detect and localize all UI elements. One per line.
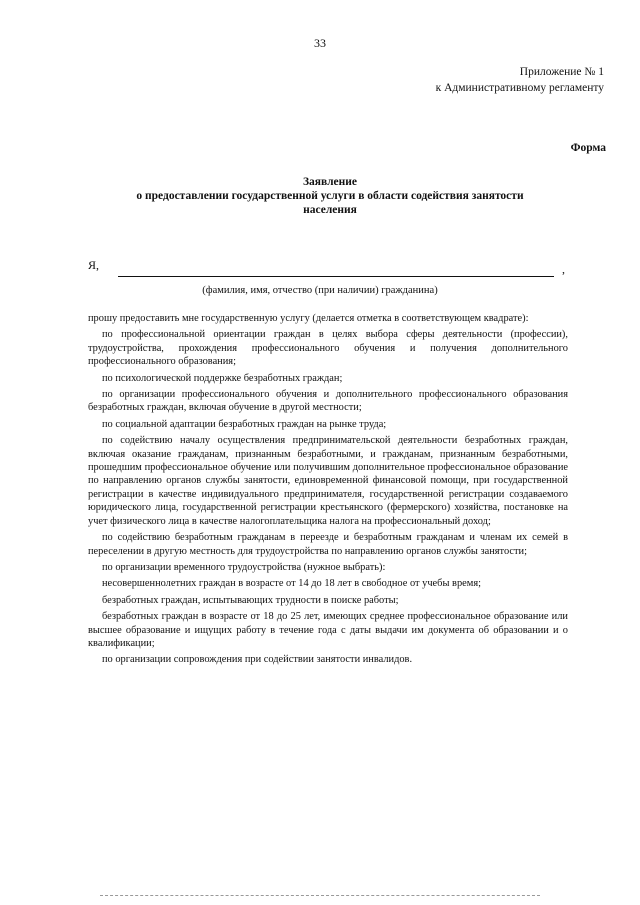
title-line-3: населения: [303, 204, 357, 216]
service-option: по организации сопровождения при содействии занятости инвалидов.: [102, 654, 413, 666]
applicant-name-caption: (фамилия, имя, отчество (при наличии) гражданина): [202, 285, 438, 296]
applicant-name-line[interactable]: [118, 276, 554, 277]
appendix-line-2: к Административному регламенту: [435, 82, 604, 94]
title-line-2: о предоставлении государственной услуги в области содействия занятости: [136, 190, 524, 202]
service-option: по содействию началу осуществления предпринимательской деятельности безработных граждан, включая оказание гражданам, признанным безработными, и гражданам, признанным безработными, прошедшим профессиональное обучение или получившим дополнительное профессиональное образование по направлению органов службы занятости, единовременной финансовой помощи, при государственной регистрации в качестве индивидуального предпринимателя, государственной регистрации создаваемого юридического лица, государственной регистрации крестьянского (фермерского) хозяйства, постановке на учет физического лица в качестве налогоплательщика налога на профессиональный доход;: [88, 435, 568, 527]
footer-divider: [100, 895, 540, 896]
service-option: по организации профессионального обучения и дополнительного профессионального образования безработных граждан, включая обучение в другой местности;: [88, 389, 568, 414]
temporary-employment-option: безработных граждан, испытывающих трудности в поиске работы;: [102, 594, 399, 606]
request-body: [88, 312, 568, 670]
service-option: по организации временного трудоустройства (нужное выбрать):: [102, 561, 386, 573]
page-number: 33: [314, 36, 326, 50]
form-label: Форма: [570, 142, 606, 154]
title-line-1: Заявление: [302, 176, 357, 188]
appendix-line-1: Приложение № 1: [519, 66, 604, 78]
service-option: по профессиональной ориентации граждан в целях выбора сферы деятельности (профессии), трудоустройства, прохождения профессионального обучения и получения дополнительного профессионального образования;: [88, 329, 568, 368]
document-title: [80, 175, 580, 217]
applicant-comma: ,: [562, 262, 565, 276]
service-option: по психологической поддержке безработных граждан;: [102, 372, 343, 384]
service-option: по социальной адаптации безработных граждан на рынке труда;: [102, 418, 387, 430]
temporary-employment-option: безработных граждан в возрасте от 18 до 25 лет, имеющих среднее профессиональное образование или высшее образование и ищущих работу в течение года с даты выдачи им документа об образовании и о квалификации;: [88, 611, 568, 649]
temporary-employment-option: несовершеннолетних граждан в возрасте от 14 до 18 лет в свободное от учебы время;: [102, 578, 481, 590]
applicant-prefix: Я,: [88, 258, 100, 272]
service-option: по содействию безработным гражданам в переезде и безработным гражданам и членам их семей в переселении в другую местность для трудоустройства по направлению органов службы занятости;: [88, 532, 568, 557]
request-intro: прошу предоставить мне государственную услугу (делается отметка в соответствующем квадрате):: [88, 313, 529, 324]
appendix-reference: [436, 64, 604, 96]
